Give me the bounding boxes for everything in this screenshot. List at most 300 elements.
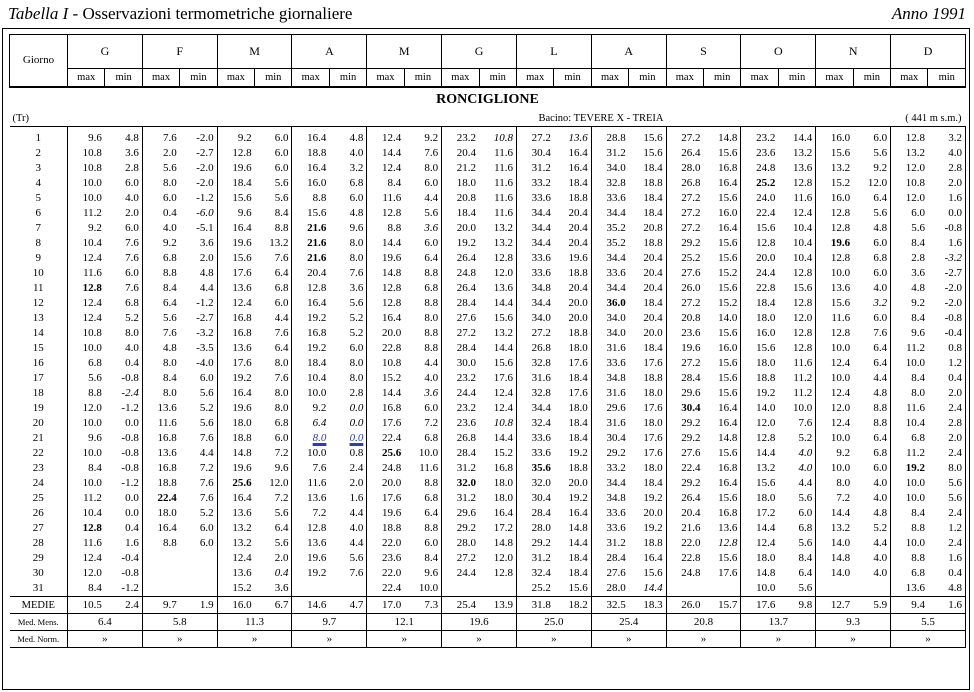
min-cell: 20.0 bbox=[554, 476, 591, 491]
max-header: max bbox=[217, 69, 254, 88]
min-cell: 18.8 bbox=[554, 191, 591, 206]
min-cell: 13.6 bbox=[554, 127, 591, 147]
min-cell: 4.0 bbox=[404, 371, 441, 386]
day-number: 8 bbox=[10, 236, 68, 251]
max-cell: 32.4 bbox=[531, 417, 551, 429]
max-cell: 21.6 bbox=[307, 222, 327, 234]
max-cell: 34.8 bbox=[606, 372, 626, 384]
max-cell: 0.4 bbox=[163, 207, 177, 219]
max-cell: 10.0 bbox=[307, 387, 327, 399]
min-cell: 5.2 bbox=[180, 401, 217, 416]
min-cell: 0.4 bbox=[928, 371, 966, 386]
min-cell: 16.0 bbox=[704, 206, 741, 221]
min-cell: 6.0 bbox=[853, 127, 890, 147]
max-cell bbox=[442, 581, 479, 597]
station-code: (Tr) bbox=[12, 112, 30, 124]
min-cell bbox=[180, 551, 217, 566]
max-cell: 27.6 bbox=[681, 267, 701, 279]
min-cell: 18.4 bbox=[554, 551, 591, 566]
max-cell: 8.0 bbox=[163, 357, 177, 369]
max-cell bbox=[142, 581, 179, 597]
max-cell: 11.2 bbox=[906, 447, 925, 459]
min-cell: 18.4 bbox=[554, 371, 591, 386]
min-cell: 4.8 bbox=[180, 266, 217, 281]
min-cell: 4.8 bbox=[928, 581, 966, 597]
max-cell: 13.6 bbox=[307, 492, 327, 504]
min-cell: 19.6 bbox=[554, 251, 591, 266]
maxmin-header-row bbox=[10, 69, 966, 88]
table-row bbox=[10, 506, 966, 521]
min-cell: 6.0 bbox=[404, 401, 441, 416]
table-row bbox=[10, 386, 966, 401]
max-cell: 8.8 bbox=[911, 522, 925, 534]
max-cell: 29.2 bbox=[681, 477, 701, 489]
max-header: max bbox=[68, 69, 105, 88]
min-cell: -2.0 bbox=[180, 176, 217, 191]
max-cell: 14.0 bbox=[830, 567, 851, 579]
max-cell: 13.6 bbox=[307, 537, 327, 549]
max-cell: 32.8 bbox=[531, 387, 551, 399]
max-cell: 6.4 bbox=[312, 417, 327, 429]
max-cell: 15.2 bbox=[830, 177, 851, 189]
max-cell: 10.4 bbox=[905, 417, 925, 429]
max-cell: 12.8 bbox=[82, 282, 102, 294]
max-cell: 17.2 bbox=[756, 507, 776, 519]
max-cell: 14.4 bbox=[381, 387, 402, 399]
min-cell: 5.6 bbox=[180, 416, 217, 431]
min-cell: 17.6 bbox=[704, 566, 741, 581]
max-cell: 10.0 bbox=[756, 582, 776, 594]
min-cell: 13.2 bbox=[479, 236, 516, 251]
max-cell: 16.8 bbox=[157, 432, 177, 444]
day-number: 6 bbox=[10, 206, 68, 221]
max-cell: 16.4 bbox=[157, 522, 177, 534]
med-norm-cell: » bbox=[741, 631, 816, 648]
min-cell: 12.0 bbox=[479, 551, 516, 566]
min-header: min bbox=[629, 69, 666, 88]
max-cell: 19.6 bbox=[232, 237, 252, 249]
min-cell: 4.0 bbox=[778, 461, 815, 476]
min-cell: 13.6 bbox=[778, 161, 815, 176]
med-norm-cell: » bbox=[68, 631, 143, 648]
max-cell: 18.8 bbox=[307, 147, 327, 159]
min-cell: 11.6 bbox=[404, 461, 441, 476]
min-cell: 2.4 bbox=[928, 446, 966, 461]
max-cell: 12.0 bbox=[82, 567, 102, 579]
max-cell bbox=[292, 431, 329, 446]
max-cell: 19.6 bbox=[232, 402, 252, 414]
min-cell: 18.4 bbox=[629, 341, 666, 356]
min-cell: 8.0 bbox=[928, 461, 966, 476]
max-cell: 23.2 bbox=[456, 372, 477, 384]
max-cell: 16.4 bbox=[232, 492, 252, 504]
med-norm-cell: » bbox=[891, 631, 966, 648]
min-cell: 8.8 bbox=[404, 476, 441, 491]
min-cell: 16.4 bbox=[554, 161, 591, 176]
max-cell: 16.4 bbox=[381, 312, 402, 324]
max-cell: 13.2 bbox=[232, 537, 252, 549]
min-cell: 17.6 bbox=[479, 371, 516, 386]
max-cell: 16.4 bbox=[307, 297, 327, 309]
max-cell: 22.4 bbox=[157, 492, 177, 504]
max-cell: 31.2 bbox=[606, 537, 626, 549]
year-label: Anno 1991 bbox=[891, 4, 966, 23]
max-cell: 10.8 bbox=[82, 162, 102, 174]
day-number: 10 bbox=[10, 266, 68, 281]
min-cell: 6.0 bbox=[255, 296, 292, 311]
max-cell: 31.6 bbox=[606, 417, 626, 429]
min-header: min bbox=[329, 69, 366, 88]
max-header: max bbox=[666, 69, 703, 88]
max-cell: 6.8 bbox=[911, 432, 925, 444]
min-header: min bbox=[853, 69, 890, 88]
max-cell: 8.4 bbox=[163, 372, 177, 384]
day-number: 17 bbox=[10, 371, 68, 386]
max-cell: 12.4 bbox=[381, 162, 402, 174]
max-cell: 12.8 bbox=[830, 327, 851, 339]
min-cell: 12.8 bbox=[778, 266, 815, 281]
month-header: D bbox=[891, 35, 966, 69]
max-cell: 10.8 bbox=[82, 327, 102, 339]
med-mens-cell: 20.8 bbox=[666, 614, 741, 631]
max-cell: 20.8 bbox=[456, 192, 477, 204]
min-cell: 18.0 bbox=[479, 491, 516, 506]
max-cell: 11.6 bbox=[83, 537, 102, 549]
max-cell: 33.6 bbox=[606, 507, 626, 519]
max-cell: 12.4 bbox=[367, 127, 404, 147]
max-cell: 18.4 bbox=[232, 177, 252, 189]
max-cell: 8.8 bbox=[911, 552, 925, 564]
min-cell: 14.4 bbox=[479, 431, 516, 446]
max-cell: 6.0 bbox=[163, 192, 177, 204]
min-cell: -0.8 bbox=[928, 311, 966, 326]
max-cell: 20.4 bbox=[681, 507, 701, 519]
min-cell: 13.6 bbox=[704, 521, 741, 536]
max-cell: 6.8 bbox=[911, 567, 925, 579]
max-cell: 13.6 bbox=[905, 582, 925, 594]
day-number: 30 bbox=[10, 566, 68, 581]
max-cell: 11.6 bbox=[831, 312, 851, 324]
max-cell: 33.6 bbox=[606, 357, 626, 369]
max-cell: 18.4 bbox=[307, 357, 327, 369]
max-cell: 29.2 bbox=[681, 417, 701, 429]
max-cell: 27.2 bbox=[666, 127, 703, 147]
min-cell: 8.8 bbox=[853, 401, 890, 416]
day-number: 19 bbox=[10, 401, 68, 416]
max-cell: 13.2 bbox=[756, 462, 776, 474]
max-cell: 27.6 bbox=[681, 447, 701, 459]
min-cell: -2.4 bbox=[105, 386, 142, 401]
min-cell: 15.6 bbox=[704, 386, 741, 401]
max-cell: 7.2 bbox=[312, 507, 327, 519]
month-header: F bbox=[142, 35, 217, 69]
day-number: 29 bbox=[10, 551, 68, 566]
max-cell: 16.0 bbox=[830, 192, 851, 204]
max-cell: 32.0 bbox=[456, 477, 477, 489]
min-cell: 20.8 bbox=[629, 221, 666, 236]
min-cell: 15.6 bbox=[479, 311, 516, 326]
med-mens-cell: 6.4 bbox=[68, 614, 143, 631]
min-cell: 12.8 bbox=[479, 566, 516, 581]
min-cell: 14.4 bbox=[554, 536, 591, 551]
min-cell: 15.6 bbox=[704, 446, 741, 461]
max-cell: 27.2 bbox=[456, 552, 477, 564]
max-cell: 12.8 bbox=[307, 282, 327, 294]
min-cell: 11.6 bbox=[778, 356, 815, 371]
min-cell: 18.4 bbox=[629, 161, 666, 176]
min-cell: 15.6 bbox=[704, 356, 741, 371]
max-cell: 19.2 bbox=[307, 567, 327, 579]
table-row bbox=[10, 281, 966, 296]
min-cell: 16.8 bbox=[704, 161, 741, 176]
max-cell: 16.8 bbox=[232, 327, 252, 339]
min-cell: 2.4 bbox=[928, 536, 966, 551]
min-cell: 18.4 bbox=[554, 176, 591, 191]
med-norm-row bbox=[10, 631, 966, 648]
max-cell: 10.0 bbox=[830, 372, 851, 384]
min-cell: 5.6 bbox=[329, 296, 366, 311]
min-cell: 12.8 bbox=[778, 341, 815, 356]
max-cell: 27.6 bbox=[606, 567, 626, 579]
min-cell: -0.8 bbox=[105, 566, 142, 581]
max-cell: 28.4 bbox=[681, 372, 701, 384]
min-cell: 15.6 bbox=[704, 491, 741, 506]
max-cell: 10.0 bbox=[830, 432, 851, 444]
med-mens-cell: 5.8 bbox=[142, 614, 217, 631]
min-cell: 6.0 bbox=[180, 521, 217, 536]
max-cell: 27.2 bbox=[681, 357, 701, 369]
min-cell: 8.0 bbox=[255, 386, 292, 401]
min-cell: 3.6 bbox=[329, 281, 366, 296]
min-cell: 18.4 bbox=[554, 416, 591, 431]
medie-cell: 13.9 bbox=[479, 597, 516, 614]
max-cell: 13.2 bbox=[905, 147, 925, 159]
max-cell: 33.2 bbox=[531, 177, 551, 189]
min-header: min bbox=[704, 69, 741, 88]
max-cell: 15.2 bbox=[232, 582, 252, 594]
max-cell: 27.2 bbox=[531, 327, 551, 339]
max-cell: 28.4 bbox=[456, 447, 477, 459]
min-cell: 8.8 bbox=[853, 416, 890, 431]
table-row bbox=[10, 401, 966, 416]
min-cell: 20.4 bbox=[554, 221, 591, 236]
max-cell: 16.8 bbox=[307, 327, 327, 339]
medie-cell: 17.0 bbox=[367, 597, 404, 614]
min-cell: 3.6 bbox=[404, 386, 441, 401]
max-cell: 23.6 bbox=[681, 327, 701, 339]
max-cell: 6.8 bbox=[88, 357, 102, 369]
max-cell: 33.6 bbox=[606, 192, 626, 204]
max-cell: 31.2 bbox=[456, 492, 477, 504]
max-cell: 27.2 bbox=[456, 327, 477, 339]
min-cell: 18.8 bbox=[554, 461, 591, 476]
min-cell: 15.6 bbox=[704, 326, 741, 341]
min-cell: 8.8 bbox=[404, 326, 441, 341]
min-cell: 5.6 bbox=[778, 581, 815, 597]
min-cell: 20.0 bbox=[554, 296, 591, 311]
max-header: max bbox=[741, 69, 778, 88]
max-cell: 25.2 bbox=[756, 177, 776, 189]
max-cell: 3.6 bbox=[911, 267, 925, 279]
min-cell: 6.0 bbox=[105, 176, 142, 191]
min-cell: 6.0 bbox=[853, 461, 890, 476]
min-cell: 7.2 bbox=[180, 461, 217, 476]
min-cell: 8.8 bbox=[404, 341, 441, 356]
min-cell: 14.8 bbox=[704, 431, 741, 446]
min-cell: 12.0 bbox=[479, 266, 516, 281]
max-cell: 17.6 bbox=[381, 492, 402, 504]
medie-label: MEDIE bbox=[10, 597, 68, 614]
min-cell: -2.7 bbox=[180, 311, 217, 326]
min-cell: 4.4 bbox=[329, 506, 366, 521]
med-mens-cell: 9.7 bbox=[292, 614, 367, 631]
max-cell: 34.4 bbox=[531, 207, 551, 219]
max-cell: 29.2 bbox=[681, 432, 701, 444]
max-cell: 33.6 bbox=[531, 447, 551, 459]
max-cell: 18.4 bbox=[456, 207, 477, 219]
min-cell: 7.6 bbox=[255, 251, 292, 266]
medie-cell: 6.7 bbox=[255, 597, 292, 614]
max-cell: 28.4 bbox=[606, 552, 626, 564]
max-cell: 18.8 bbox=[157, 477, 177, 489]
min-cell: -1.2 bbox=[105, 401, 142, 416]
min-cell bbox=[329, 581, 366, 597]
max-cell: 5.6 bbox=[88, 372, 102, 384]
max-header: max bbox=[816, 69, 853, 88]
min-cell: 6.0 bbox=[329, 191, 366, 206]
max-cell: 28.0 bbox=[606, 582, 626, 594]
min-cell bbox=[180, 581, 217, 597]
min-cell: 15.2 bbox=[704, 266, 741, 281]
min-cell: 16.8 bbox=[479, 461, 516, 476]
min-cell: 18.8 bbox=[629, 536, 666, 551]
max-cell: 18.0 bbox=[232, 417, 252, 429]
max-cell: 16.8 bbox=[232, 312, 252, 324]
min-cell: 20.4 bbox=[629, 266, 666, 281]
max-cell: 8.8 bbox=[312, 192, 327, 204]
max-cell: 19.2 bbox=[307, 312, 327, 324]
min-cell: 4.4 bbox=[329, 536, 366, 551]
max-cell: 17.6 bbox=[232, 267, 252, 279]
min-cell: 15.6 bbox=[704, 236, 741, 251]
min-cell: 1.2 bbox=[928, 356, 966, 371]
max-cell: 12.8 bbox=[756, 432, 776, 444]
max-cell: 31.2 bbox=[531, 552, 551, 564]
day-number: 21 bbox=[10, 431, 68, 446]
min-cell: 6.0 bbox=[404, 536, 441, 551]
min-cell: 18.8 bbox=[629, 236, 666, 251]
min-cell: 11.6 bbox=[479, 146, 516, 161]
max-cell: 34.0 bbox=[606, 312, 626, 324]
max-cell bbox=[142, 566, 179, 581]
max-cell: 28.4 bbox=[456, 297, 477, 309]
max-cell: 13.2 bbox=[232, 522, 252, 534]
min-cell: 2.0 bbox=[928, 176, 966, 191]
max-cell: 2.8 bbox=[911, 252, 925, 264]
max-cell: 31.6 bbox=[606, 342, 626, 354]
min-cell: 2.4 bbox=[329, 461, 366, 476]
med-norm-cell: » bbox=[292, 631, 367, 648]
min-cell: 0.0 bbox=[329, 416, 366, 431]
min-header: min bbox=[255, 69, 292, 88]
max-cell: 18.0 bbox=[756, 357, 776, 369]
max-cell: 13.6 bbox=[232, 282, 252, 294]
max-cell: 28.0 bbox=[531, 522, 551, 534]
max-cell: 24.4 bbox=[756, 267, 776, 279]
min-cell: -0.8 bbox=[105, 446, 142, 461]
min-cell: 20.4 bbox=[629, 251, 666, 266]
min-cell: 6.4 bbox=[255, 521, 292, 536]
min-header: min bbox=[479, 69, 516, 88]
medie-cell: 18.2 bbox=[554, 597, 591, 614]
max-cell: 27.2 bbox=[681, 297, 701, 309]
med-mens-row bbox=[10, 614, 966, 631]
min-cell: 3.2 bbox=[928, 127, 966, 147]
max-cell: 21.6 bbox=[307, 252, 327, 264]
max-cell: 7.2 bbox=[836, 492, 851, 504]
max-cell: 13.6 bbox=[830, 282, 851, 294]
min-cell: 2.0 bbox=[329, 476, 366, 491]
max-cell: 31.2 bbox=[606, 147, 626, 159]
max-cell: 18.0 bbox=[157, 507, 177, 519]
max-cell: 12.4 bbox=[232, 297, 252, 309]
max-cell: 11.2 bbox=[906, 342, 925, 354]
med-mens-cell: 12.1 bbox=[367, 614, 442, 631]
max-cell: 19.6 bbox=[307, 552, 327, 564]
min-header: min bbox=[105, 69, 142, 88]
min-cell: 6.4 bbox=[255, 341, 292, 356]
min-cell: 12.4 bbox=[778, 206, 815, 221]
min-cell: 16.4 bbox=[479, 506, 516, 521]
min-cell: 6.8 bbox=[404, 491, 441, 506]
min-cell: 17.6 bbox=[554, 386, 591, 401]
max-cell: 15.6 bbox=[307, 207, 327, 219]
max-cell: 22.8 bbox=[681, 552, 701, 564]
max-cell: 16.0 bbox=[816, 127, 853, 147]
min-cell: 2.4 bbox=[928, 401, 966, 416]
min-cell bbox=[853, 581, 890, 597]
max-cell: 31.2 bbox=[456, 462, 477, 474]
max-cell: 10.4 bbox=[82, 507, 102, 519]
min-cell: 5.6 bbox=[255, 506, 292, 521]
table-row bbox=[10, 341, 966, 356]
min-cell: 7.6 bbox=[105, 236, 142, 251]
max-cell: 11.2 bbox=[83, 207, 102, 219]
min-cell: 17.6 bbox=[629, 401, 666, 416]
min-cell: 4.0 bbox=[105, 341, 142, 356]
max-cell: 14.4 bbox=[756, 522, 776, 534]
max-cell: 12.0 bbox=[905, 192, 925, 204]
max-cell: 19.6 bbox=[232, 462, 252, 474]
max-cell: 30.0 bbox=[456, 357, 477, 369]
min-cell: 4.4 bbox=[853, 371, 890, 386]
min-cell: 4.8 bbox=[853, 386, 890, 401]
day-number: 9 bbox=[10, 251, 68, 266]
max-cell: 26.8 bbox=[681, 177, 701, 189]
max-cell: 11.6 bbox=[382, 192, 402, 204]
day-number: 20 bbox=[10, 416, 68, 431]
max-cell: 32.8 bbox=[606, 177, 626, 189]
day-number: 15 bbox=[10, 341, 68, 356]
min-cell: 15.6 bbox=[778, 281, 815, 296]
min-cell: 5.6 bbox=[180, 386, 217, 401]
min-cell: 16.4 bbox=[704, 401, 741, 416]
min-cell bbox=[479, 581, 516, 597]
min-cell: 15.6 bbox=[704, 281, 741, 296]
min-cell: 2.0 bbox=[180, 251, 217, 266]
max-cell: 34.4 bbox=[606, 252, 626, 264]
min-cell: 11.6 bbox=[479, 191, 516, 206]
